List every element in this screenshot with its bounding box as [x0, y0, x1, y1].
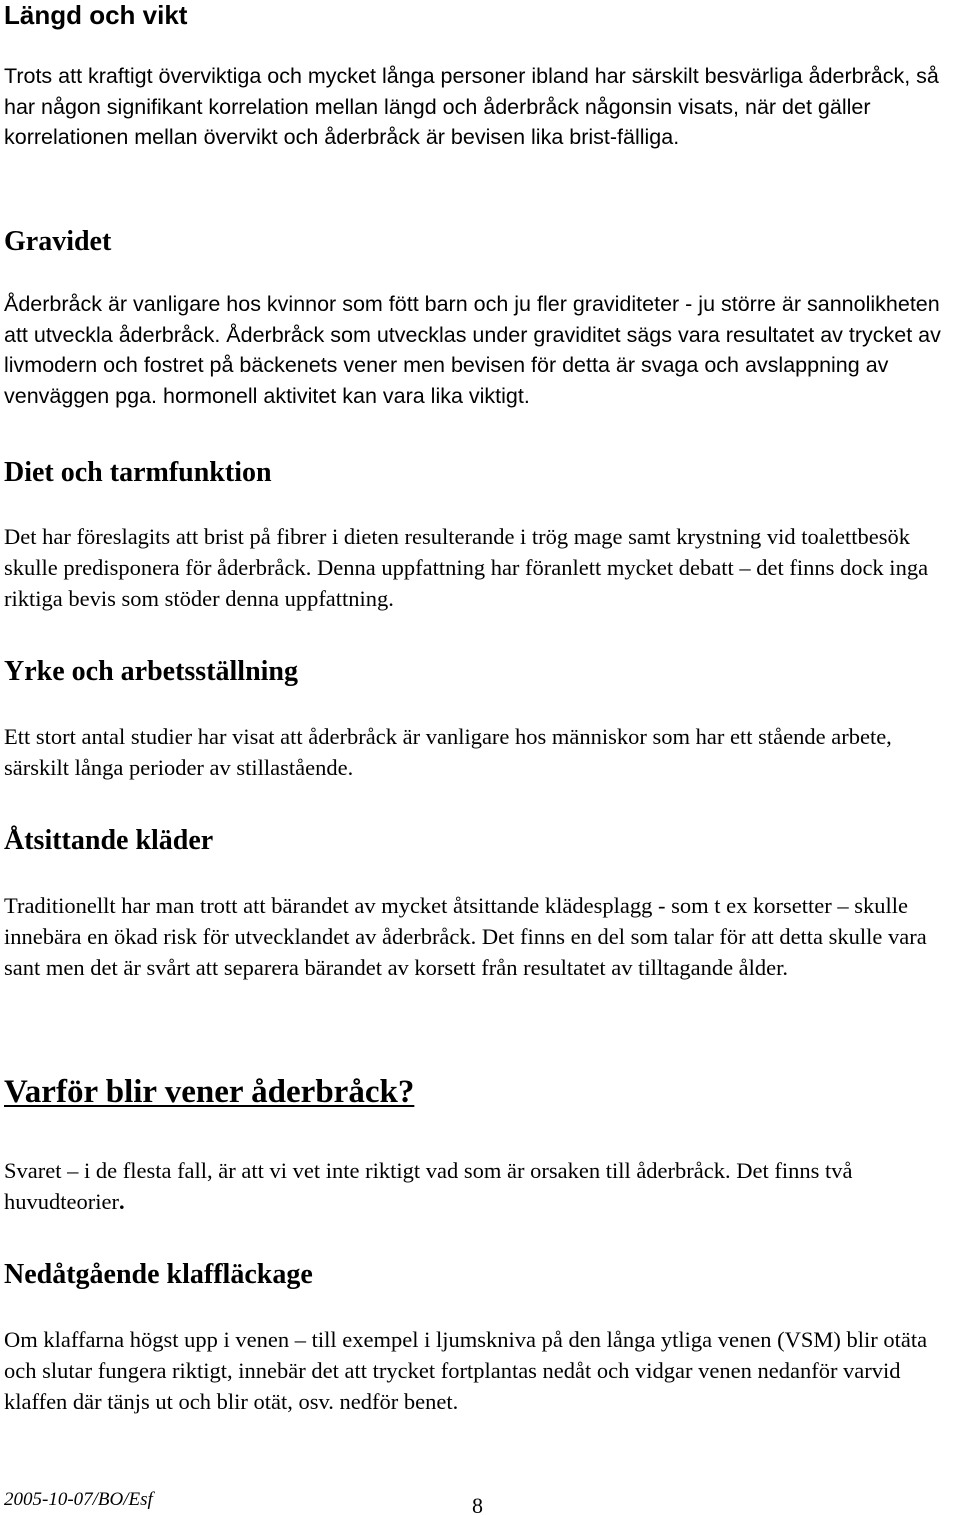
paragraph-gravidet: Åderbråck är vanligare hos kvinnor som fött barn och ju fler graviditeter - ju större är sannolikheten att utveckla åderbråck. Åderbråck som utvecklas under graviditet sägs vara resultatet av trycket av livmodern och fostret på bäckenets vener men bevisen för detta är svaga och avslappning av venväggen pga. hormonell aktivitet kan vara lika viktigt.: [4, 292, 941, 408]
paragraph-nedatgaende-klafflackage: Om klaffarna högst upp i venen – till exempel i ljumskniva på den långa ytliga venen (VSM) blir otäta och slutar fungera riktigt, innebär det att trycket fortplantas nedåt och vidgar venen nedanför varvid klaffen där tänjs ut och blir otät, osv. nedför benet.: [4, 1327, 928, 1414]
heading-diet-och-tarmfunktion: Diet och tarmfunktion: [4, 457, 272, 488]
heading-gravidet: Gravidet: [4, 226, 112, 257]
paragraph-atsittande-klader: Traditionellt har man trott att bärandet av mycket åtsittande klädesplagg - som t ex korsetter – skulle innebära en ökad risk för utvecklandet av åderbråck. Det finns en del som talar för att detta skulle vara sant men det är svårt att separera bärandet av korsett från resultatet av tilltagande ålder.: [4, 893, 927, 980]
footer-date: 2005-10-07/BO/Esf: [4, 1489, 153, 1510]
heading-atsittande-klader: Åtsittande kläder: [4, 825, 214, 856]
paragraph-langd-och-vikt: Trots att kraftigt överviktiga och mycket långa personer ibland har särskilt besvärliga åderbråck, så har någon signifikant korrelation mellan längd och åderbråck någonsin visats, när det gäller korrelationen mellan övervikt och åderbråck är bevisen lika brist-fälliga.: [4, 64, 939, 149]
paragraph-yrke-och-arbetsstallning: Ett stort antal studier har visat att åderbråck är vanligare hos människor som har ett stående arbete, särskilt långa perioder av stillastående.: [4, 724, 892, 780]
heading-nedatgaende-klafflackage: Nedåtgående klaffläckage: [4, 1259, 313, 1290]
heading-varfor-blir-vener-aderbrack: Varför blir vener åderbråck?: [4, 1074, 415, 1110]
page-number: 8: [472, 1493, 483, 1515]
paragraph-varfor-text: Svaret – i de flesta fall, är att vi vet inte riktigt vad som är orsaken till åderbråck. Det finns två huvudteorier: [4, 1158, 853, 1214]
paragraph-diet-och-tarmfunktion: Det har föreslagits att brist på fibrer i dieten resulterande i trög mage samt krystning vid toalettbesök skulle predisponera för åderbråck. Denna uppfattning har föranlett mycket debatt – det finns dock inga riktiga bevis som stöder denna uppfattning.: [4, 524, 929, 611]
paragraph-varfor-blir-vener-aderbrack: [4, 1155, 949, 1217]
heading-langd-och-vikt: Längd och vikt: [4, 0, 188, 30]
heading-yrke-och-arbetsstallning: Yrke och arbetsställning: [4, 656, 298, 687]
paragraph-varfor-end: .: [118, 1189, 125, 1214]
